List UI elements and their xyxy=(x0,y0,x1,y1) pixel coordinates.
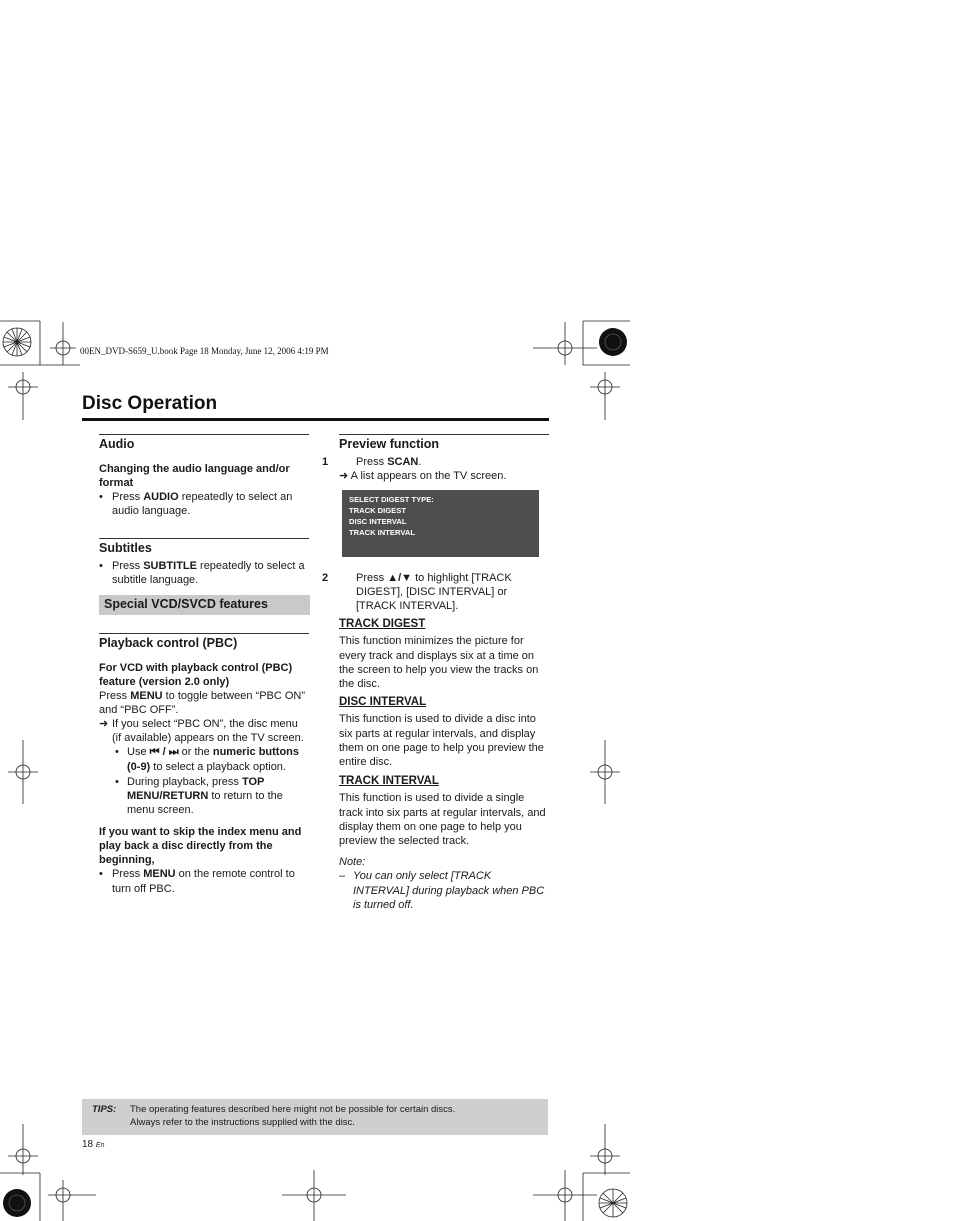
audio-key: AUDIO xyxy=(143,491,179,504)
pbc-heading: Playback control (PBC) xyxy=(99,633,309,650)
pbc-arrow-text: If you select “PBC ON”, the disc menu (if available) appears on the TV screen. xyxy=(112,718,304,745)
right-column xyxy=(322,434,549,912)
preview-step-1 xyxy=(322,455,549,469)
page-number xyxy=(82,1139,104,1150)
pbc-arrow-item xyxy=(99,717,309,745)
disc-interval-text: This function is used to divide a disc into six parts at regular intervals, and display them on one page to help you preview the entire disc. xyxy=(339,713,544,769)
step1-post: . xyxy=(418,456,422,469)
step2-pre: Press xyxy=(356,571,388,584)
subtitles-bullet-pre: Press xyxy=(112,559,144,572)
arrow-right-icon: ➜ xyxy=(339,470,349,483)
top-menu-return-key: TOP MENU/RETURN xyxy=(127,775,265,803)
numeric-buttons-key: numeric buttons (0-9) xyxy=(127,746,300,773)
subtitles-heading: Subtitles xyxy=(99,538,309,555)
tips-line-1: The operating features described here might not be possible for certain discs. xyxy=(130,1104,456,1115)
tips-line-2: Always refer to the instructions supplied with the disc. xyxy=(130,1117,355,1128)
skip-index-heading: If you want to skip the index menu and play back a disc directly from the beginning, xyxy=(99,826,302,867)
use-mid: or the xyxy=(178,746,213,759)
pbc-subheading: For VCD with playback control (PBC) feature (version 2.0 only) xyxy=(99,661,293,688)
step1-pre: Press xyxy=(356,456,388,469)
audio-subheading: Changing the audio language and/or format xyxy=(99,463,290,490)
arrow-right-icon: ➜ xyxy=(99,718,109,731)
track-interval-heading: TRACK INTERVAL xyxy=(339,775,439,788)
audio-bullet-pre: Press xyxy=(112,491,144,504)
during-post: to return to the menu screen. xyxy=(127,790,283,817)
tv-screen-digest-list xyxy=(342,490,539,557)
pbc-during-bullet xyxy=(99,775,309,818)
screen-line: TRACK DIGEST xyxy=(349,505,406,515)
book-header-line: 00EN_DVD-S659_U.book Page 18 Monday, June 12, 2006 4:19 PM xyxy=(80,346,329,356)
pbc-press-post: to toggle between “PBC ON” and “PBC OFF”. xyxy=(99,689,306,716)
step1-arrow-text: A list appears on the TV screen. xyxy=(350,470,507,483)
audio-bullet-post: repeatedly to select an audio language. xyxy=(112,491,293,518)
scan-key: SCAN xyxy=(387,456,419,469)
track-interval-text: This function is used to divide a single track into six parts at regular intervals, and display them on one page to help you preview the selected track. xyxy=(339,792,546,848)
menu-key: MENU xyxy=(130,689,163,702)
page-number-value: 18 xyxy=(82,1139,94,1150)
use-pre: Use xyxy=(127,746,150,759)
note-label: Note: xyxy=(339,856,366,869)
pbc-press-menu xyxy=(99,689,309,717)
left-column xyxy=(99,434,309,896)
skip-pre: Press xyxy=(112,868,144,881)
screen-line: SELECT DIGEST TYPE: xyxy=(349,494,434,504)
page-title: Disc Operation xyxy=(82,393,218,414)
disc-interval-heading: DISC INTERVAL xyxy=(339,696,427,709)
tips-label: TIPS: xyxy=(92,1104,117,1115)
use-post: to select a playback option. xyxy=(150,760,286,773)
screen-line: TRACK INTERVAL xyxy=(349,527,415,537)
page-language: En xyxy=(95,1142,105,1149)
track-digest-text: This function minimizes the picture for every track and displays six at a time on the screen to help you view the tracks on the disc. xyxy=(339,635,539,691)
skip-index-bullet xyxy=(99,867,309,895)
during-pre: During playback, press xyxy=(127,775,242,788)
pbc-use-bullet xyxy=(99,745,309,773)
audio-bullet xyxy=(99,490,309,518)
up-down-arrow-icon: ▲/▼ xyxy=(387,571,413,584)
note-text: – You can only select [TRACK INTERVAL] during playback when PBC is turned off. xyxy=(339,869,549,912)
step2-post: to highlight [TRACK DIGEST], [DISC INTERVAL] or [TRACK INTERVAL]. xyxy=(356,571,512,613)
prev-next-icon: ⏮ / ⏭ xyxy=(149,746,179,759)
screen-line: DISC INTERVAL xyxy=(349,516,407,526)
audio-heading: Audio xyxy=(99,434,309,451)
title-rule xyxy=(82,418,549,421)
subtitle-key: SUBTITLE xyxy=(143,559,197,572)
pbc-press-pre: Press xyxy=(99,689,131,702)
preview-step-2 xyxy=(322,571,549,614)
special-features-banner: Special VCD/SVCD features xyxy=(99,595,310,615)
subtitles-bullet xyxy=(99,559,309,587)
preview-step-1-result xyxy=(339,469,549,483)
subtitles-bullet-post: repeatedly to select a subtitle language. xyxy=(112,559,305,587)
step-1-number: 1 xyxy=(322,456,329,469)
tips-text xyxy=(130,1103,540,1129)
tips-box xyxy=(82,1099,548,1135)
track-digest-heading: TRACK DIGEST xyxy=(339,618,426,631)
step-2-number: 2 xyxy=(322,571,329,584)
preview-heading: Preview function xyxy=(339,434,549,451)
skip-post: on the remote control to turn off PBC. xyxy=(112,868,295,895)
skip-menu-key: MENU xyxy=(143,868,176,881)
